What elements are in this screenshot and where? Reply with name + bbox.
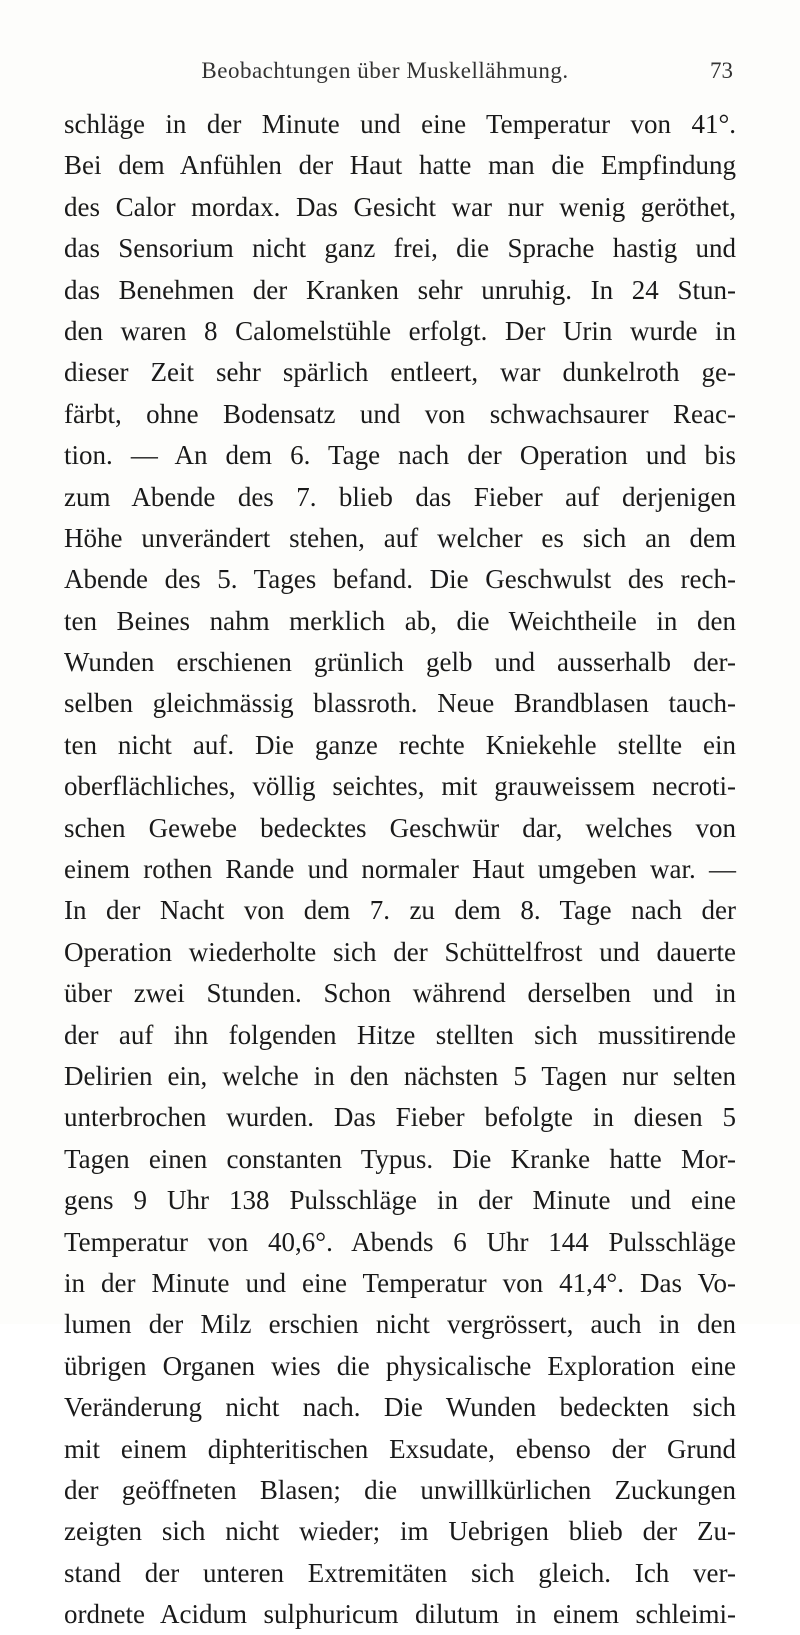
text-line: gens 9 Uhr 138 Pulsschläge in der Minute und eine <box>64 1185 736 1216</box>
text-line: ten nicht auf. Die ganze rechte Kniekehle stellte ein <box>64 729 736 760</box>
text-line: in der Minute und eine Temperatur von 41,4°. Das Vo- <box>64 1267 736 1298</box>
text-line: übrigen Organen wies die physicalische Exploration eine <box>64 1350 736 1381</box>
text-line: färbt, ohne Bodensatz und von schwachsaurer Reac- <box>64 398 736 429</box>
text-line: tion. — An dem 6. Tage nach der Operation und bis <box>64 440 736 471</box>
text-line: zum Abende des 7. blieb das Fieber auf derjenigen <box>64 481 736 512</box>
text-line: Operation wiederholte sich der Schüttelfrost und dauerte <box>64 936 736 967</box>
text-line: Höhe unverändert stehen, auf welcher es sich an dem <box>64 522 736 553</box>
text-line: Abende des 5. Tages befand. Die Geschwulst des rech- <box>64 564 736 595</box>
body-text <box>64 104 736 1635</box>
text-line: mit einem diphteritischen Exsudate, ebenso der Grund <box>64 1433 736 1464</box>
text-line: Veränderung nicht nach. Die Wunden bedeckten sich <box>64 1392 736 1423</box>
running-header-title: Beobachtungen über Muskellähmung. <box>201 58 569 83</box>
text-line: Bei dem Anfühlen der Haut hatte man die Empfindung <box>64 150 736 181</box>
text-line: zeigten sich nicht wieder; im Uebrigen blieb der Zu- <box>64 1516 736 1547</box>
text-line: das Benehmen der Kranken sehr unruhig. In 24 Stun- <box>64 274 736 305</box>
text-line: des Calor mordax. Das Gesicht war nur wenig geröthet, <box>64 191 736 222</box>
text-line: ten Beines nahm merklich ab, die Weichtheile in den <box>64 605 736 636</box>
text-line: Temperatur von 40,6°. Abends 6 Uhr 144 Pulsschläge <box>64 1226 736 1257</box>
text-line: einem rothen Rande und normaler Haut umgeben war. — <box>64 854 736 885</box>
page-number: 73 <box>710 58 733 83</box>
text-line: In der Nacht von dem 7. zu dem 8. Tage nach der <box>64 895 736 926</box>
text-line: den waren 8 Calomelstühle erfolgt. Der Urin wurde in <box>64 315 736 346</box>
text-line: unterbrochen wurden. Das Fieber befolgte in diesen 5 <box>64 1102 736 1133</box>
text-line: der auf ihn folgenden Hitze stellten sich mussitirende <box>64 1019 736 1050</box>
text-line: dieser Zeit sehr spärlich entleert, war dunkelroth ge- <box>64 357 736 388</box>
text-line: der geöffneten Blasen; die unwillkürlichen Zuckungen <box>64 1474 736 1505</box>
text-line: selben gleichmässig blassroth. Neue Brandblasen tauch- <box>64 688 736 719</box>
text-line: ordnete Acidum sulphuricum dilutum in einem schleimi- <box>64 1599 736 1630</box>
text-line: Tagen einen constanten Typus. Die Kranke hatte Mor- <box>64 1143 736 1174</box>
text-line: Delirien ein, welche in den nächsten 5 Tagen nur selten <box>64 1060 736 1091</box>
text-line: lumen der Milz erschien nicht vergrössert, auch in den <box>64 1309 736 1340</box>
text-line: stand der unteren Extremitäten sich gleich. Ich ver- <box>64 1557 736 1588</box>
text-line: oberflächliches, völlig seichtes, mit grauweissem necroti- <box>64 771 736 802</box>
text-line: über zwei Stunden. Schon während derselben und in <box>64 978 736 1009</box>
text-line: das Sensorium nicht ganz frei, die Sprache hastig und <box>64 233 736 264</box>
text-line: schen Gewebe bedecktes Geschwür dar, welches von <box>64 812 736 843</box>
text-line: schläge in der Minute und eine Temperatur von 41°. <box>64 109 736 139</box>
text-line: Wunden erschienen grünlich gelb und ausserhalb der- <box>64 647 736 678</box>
